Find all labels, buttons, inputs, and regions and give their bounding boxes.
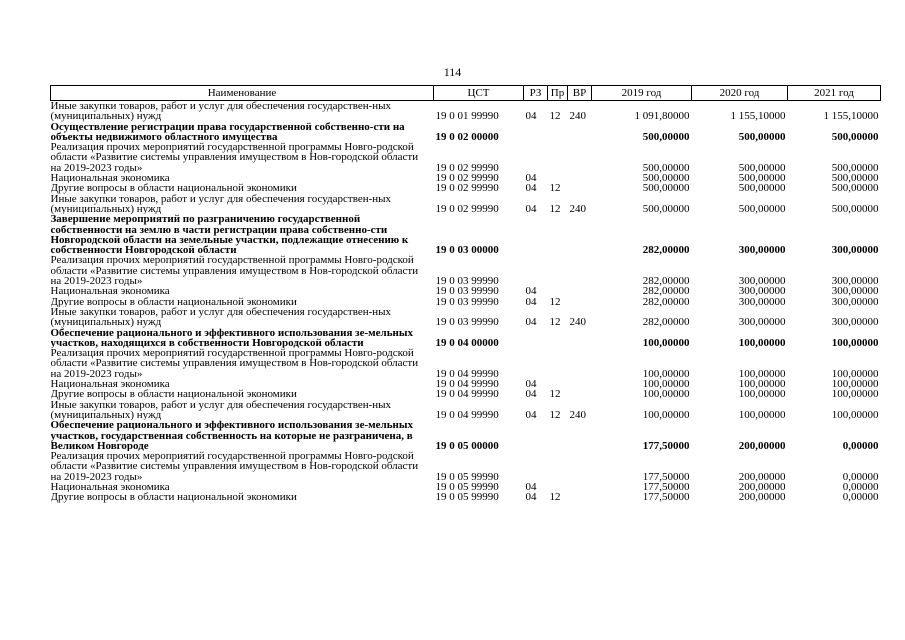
row-cst: 19 0 01 99990 xyxy=(435,110,499,122)
row-name: Другие вопросы в области национальной экономики xyxy=(50,389,297,400)
row-pr: 12 xyxy=(549,408,561,421)
row-value-2021: 100,00000 xyxy=(831,389,879,400)
row-value-2019: 282,00000 xyxy=(642,286,690,297)
row-name: Обеспечение рационального и эффективного использования зе-мельных участков, государственная собственность на которые не разграничена, в Великом Новгороде xyxy=(50,420,413,452)
row-value-2020: 100,00000 xyxy=(738,367,786,380)
row-value-2020: 500,00000 xyxy=(738,161,786,174)
row-name: Реализация прочих мероприятий государственной программы Новго-родской области «Развитие системы управления имуществом в Нов-городской области на 2019-2023 годы» xyxy=(50,142,419,174)
row-name: Другие вопросы в области национальной экономики xyxy=(50,183,297,194)
row-value-2019: 100,00000 xyxy=(642,336,690,349)
row-value-2020: 200,00000 xyxy=(738,439,786,452)
row-cst: 19 0 05 99990 xyxy=(435,481,499,493)
row-vr xyxy=(568,214,592,255)
row-value-2021: 1 155,10000 xyxy=(823,110,879,122)
row-rz: 04 xyxy=(525,202,537,215)
table-row xyxy=(51,142,881,173)
row-value-2019: 177,50000 xyxy=(642,492,690,503)
row-pr xyxy=(548,420,568,451)
row-pr xyxy=(548,122,568,143)
header-2019: 2019 год xyxy=(592,86,692,101)
row-value-2019: 177,50000 xyxy=(642,470,690,482)
row-cst: 19 0 05 99990 xyxy=(435,470,499,482)
row-cst: 19 0 04 00000 xyxy=(435,336,499,349)
row-vr xyxy=(568,328,592,349)
row-name: Национальная экономика xyxy=(50,286,170,297)
row-value-2020: 300,00000 xyxy=(738,244,786,256)
row-vr xyxy=(568,420,592,451)
row-value-2021: 0,00000 xyxy=(842,492,879,503)
row-value-2021: 500,00000 xyxy=(831,130,879,143)
header-name: Наименование xyxy=(51,86,434,101)
row-rz: 04 xyxy=(525,316,537,328)
table-row xyxy=(51,492,881,502)
row-rz: 04 xyxy=(525,389,537,400)
row-cst: 19 0 03 99990 xyxy=(435,275,499,287)
row-pr: 12 xyxy=(549,296,561,307)
row-value-2019: 500,00000 xyxy=(642,202,690,215)
row-vr: 240 xyxy=(569,110,586,122)
row-rz xyxy=(524,328,548,349)
row-name: Другие вопросы в области национальной экономики xyxy=(50,492,297,503)
table-row xyxy=(51,255,881,286)
row-pr xyxy=(548,482,568,492)
row-value-2019: 500,00000 xyxy=(642,183,690,194)
row-value-2021: 300,00000 xyxy=(831,275,879,287)
row-rz: 04 xyxy=(525,183,537,194)
header-rz: РЗ xyxy=(524,86,548,101)
row-value-2021: 500,00000 xyxy=(831,202,879,215)
table-row xyxy=(51,214,881,255)
row-rz xyxy=(524,214,548,255)
row-rz xyxy=(524,255,548,286)
row-name: Национальная экономика xyxy=(50,379,170,390)
row-value-2019: 500,00000 xyxy=(642,130,690,143)
row-name: Обеспечение рационального и эффективного использования зе-мельных участков, находящихся в собственности Новгородской области xyxy=(50,327,413,349)
table-row xyxy=(51,101,881,122)
row-value-2019: 100,00000 xyxy=(642,379,690,390)
row-value-2020: 500,00000 xyxy=(738,183,786,194)
row-rz: 04 xyxy=(525,379,537,390)
row-name: Национальная экономика xyxy=(50,173,170,184)
header-vr: ВР xyxy=(568,86,592,101)
row-value-2019: 1 091,80000 xyxy=(634,110,690,122)
row-rz: 04 xyxy=(525,408,537,421)
row-value-2021: 0,00000 xyxy=(842,439,879,452)
table-row xyxy=(51,183,881,193)
row-pr: 12 xyxy=(549,110,561,122)
table-row xyxy=(51,379,881,389)
row-value-2020: 300,00000 xyxy=(738,286,786,297)
row-pr xyxy=(548,286,568,296)
row-vr xyxy=(568,451,592,482)
row-value-2019: 100,00000 xyxy=(642,367,690,380)
row-name: Осуществление регистрации права государственной собственно-сти на объекты недвижимого областного имущества xyxy=(50,121,405,143)
row-value-2021: 300,00000 xyxy=(831,244,879,256)
row-value-2021: 100,00000 xyxy=(831,336,879,349)
row-name: Национальная экономика xyxy=(50,481,170,493)
row-vr xyxy=(568,297,592,307)
row-value-2019: 177,50000 xyxy=(642,481,690,493)
row-value-2020: 200,00000 xyxy=(738,470,786,482)
row-vr: 240 xyxy=(569,202,586,215)
row-pr xyxy=(548,328,568,349)
row-rz xyxy=(524,420,548,451)
row-name: Иные закупки товаров, работ и услуг для обеспечения государствен-ных (муниципальных) нужд xyxy=(50,399,392,421)
table-row xyxy=(51,286,881,296)
row-rz xyxy=(524,451,548,482)
row-rz xyxy=(524,122,548,143)
row-name: Другие вопросы в области национальной экономики xyxy=(50,296,297,307)
row-pr xyxy=(548,173,568,183)
row-pr: 12 xyxy=(549,202,561,215)
row-value-2020: 500,00000 xyxy=(738,130,786,143)
row-value-2021: 0,00000 xyxy=(842,481,879,493)
row-value-2021: 300,00000 xyxy=(831,296,879,307)
row-rz xyxy=(524,142,548,173)
row-vr xyxy=(568,492,592,502)
row-value-2021: 500,00000 xyxy=(831,173,879,184)
row-vr xyxy=(568,183,592,193)
table-row xyxy=(51,451,881,482)
row-vr xyxy=(568,482,592,492)
row-pr xyxy=(548,451,568,482)
row-pr: 12 xyxy=(549,492,561,503)
row-cst: 19 0 02 99990 xyxy=(435,202,499,215)
row-cst: 19 0 03 99990 xyxy=(435,316,499,328)
row-cst: 19 0 04 99990 xyxy=(435,379,499,390)
row-rz: 04 xyxy=(525,492,537,503)
table-row xyxy=(51,194,881,215)
row-cst: 19 0 05 00000 xyxy=(435,439,499,452)
table-row xyxy=(51,400,881,421)
row-cst: 19 0 02 99990 xyxy=(435,161,499,174)
table-row xyxy=(51,348,881,379)
row-vr xyxy=(568,122,592,143)
row-value-2020: 500,00000 xyxy=(738,202,786,215)
row-rz: 04 xyxy=(525,286,537,297)
row-cst: 19 0 03 99990 xyxy=(435,286,499,297)
row-cst: 19 0 03 99990 xyxy=(435,296,499,307)
row-value-2021: 500,00000 xyxy=(831,161,879,174)
row-vr xyxy=(568,379,592,389)
header-cst: ЦСТ xyxy=(434,86,524,101)
row-value-2019: 500,00000 xyxy=(642,161,690,174)
row-rz xyxy=(524,348,548,379)
header-pr: Пр xyxy=(548,86,568,101)
row-pr: 12 xyxy=(549,316,561,328)
row-vr xyxy=(568,173,592,183)
row-name: Реализация прочих мероприятий государственной программы Новго-родской области «Развитие системы управления имуществом в Нов-городской области на 2019-2023 годы» xyxy=(50,451,419,482)
table-row xyxy=(51,307,881,328)
row-rz: 04 xyxy=(525,296,537,307)
row-rz: 04 xyxy=(525,110,537,122)
row-vr xyxy=(568,255,592,286)
row-pr xyxy=(548,348,568,379)
row-value-2019: 282,00000 xyxy=(642,316,690,328)
row-cst: 19 0 04 99990 xyxy=(435,389,499,400)
row-value-2020: 500,00000 xyxy=(738,173,786,184)
row-value-2019: 500,00000 xyxy=(642,173,690,184)
row-pr xyxy=(548,255,568,286)
table-row xyxy=(51,173,881,183)
row-value-2019: 282,00000 xyxy=(642,296,690,307)
row-value-2020: 1 155,10000 xyxy=(730,110,786,122)
row-vr xyxy=(568,348,592,379)
row-pr xyxy=(548,142,568,173)
row-name: Реализация прочих мероприятий государственной программы Новго-родской области «Развитие системы управления имуществом в Нов-городской области на 2019-2023 годы» xyxy=(50,348,419,380)
table-header-row xyxy=(51,86,881,101)
page-number: 114 xyxy=(443,65,462,79)
row-value-2019: 282,00000 xyxy=(642,275,690,287)
row-value-2021: 100,00000 xyxy=(831,379,879,390)
row-value-2020: 100,00000 xyxy=(738,408,786,421)
table-row xyxy=(51,297,881,307)
row-value-2021: 100,00000 xyxy=(831,408,879,421)
row-name: Иные закупки товаров, работ и услуг для обеспечения государствен-ных (муниципальных) нужд xyxy=(50,306,392,328)
row-pr: 12 xyxy=(549,389,561,400)
row-value-2021: 100,00000 xyxy=(831,367,879,380)
row-cst: 19 0 04 99990 xyxy=(435,367,499,380)
row-pr xyxy=(548,379,568,389)
row-name: Реализация прочих мероприятий государственной программы Новго-родской области «Развитие системы управления имуществом в Нов-городской области на 2019-2023 годы» xyxy=(50,255,419,287)
row-vr: 240 xyxy=(569,408,586,421)
row-value-2021: 500,00000 xyxy=(831,183,879,194)
row-value-2021: 300,00000 xyxy=(831,316,879,328)
row-value-2020: 300,00000 xyxy=(738,275,786,287)
row-value-2020: 100,00000 xyxy=(738,379,786,390)
table-row xyxy=(51,122,881,143)
row-value-2019: 100,00000 xyxy=(642,389,690,400)
row-name: Завершение мероприятий по разграничению государственной собственности на землю в части регистрации права собственно-сти Новгородской области на земельные участки, подлежащие отнесению к собственности Новгородской области xyxy=(50,214,409,256)
row-pr: 12 xyxy=(549,183,561,194)
row-value-2020: 100,00000 xyxy=(738,389,786,400)
row-value-2019: 100,00000 xyxy=(642,408,690,421)
budget-table xyxy=(50,85,881,503)
row-value-2019: 177,50000 xyxy=(642,439,690,452)
row-value-2021: 0,00000 xyxy=(842,470,879,482)
row-cst: 19 0 02 00000 xyxy=(435,130,499,143)
row-cst: 19 0 02 99990 xyxy=(435,173,499,184)
table-row xyxy=(51,328,881,349)
row-rz: 04 xyxy=(525,481,537,493)
row-vr xyxy=(568,142,592,173)
row-value-2021: 300,00000 xyxy=(831,286,879,297)
row-value-2020: 200,00000 xyxy=(738,481,786,493)
row-cst: 19 0 02 99990 xyxy=(435,183,499,194)
row-value-2019: 282,00000 xyxy=(642,244,690,256)
row-value-2020: 300,00000 xyxy=(738,296,786,307)
row-name: Иные закупки товаров, работ и услуг для обеспечения государствен-ных (муниципальных) нужд xyxy=(50,100,392,122)
row-name: Иные закупки товаров, работ и услуг для обеспечения государствен-ных (муниципальных) нужд xyxy=(50,193,392,215)
row-vr: 240 xyxy=(569,316,586,328)
row-vr xyxy=(568,389,592,399)
row-cst: 19 0 03 00000 xyxy=(435,244,499,256)
header-2020: 2020 год xyxy=(692,86,788,101)
row-pr xyxy=(548,214,568,255)
row-cst: 19 0 04 99990 xyxy=(435,408,499,421)
row-value-2020: 100,00000 xyxy=(738,336,786,349)
header-2021: 2021 год xyxy=(788,86,881,101)
table-row xyxy=(51,420,881,451)
row-value-2020: 300,00000 xyxy=(738,316,786,328)
row-rz: 04 xyxy=(525,173,537,184)
table-row xyxy=(51,389,881,399)
table-row xyxy=(51,482,881,492)
row-vr xyxy=(568,286,592,296)
table-body xyxy=(51,101,881,503)
row-value-2020: 200,00000 xyxy=(738,492,786,503)
row-cst: 19 0 05 99990 xyxy=(435,492,499,503)
